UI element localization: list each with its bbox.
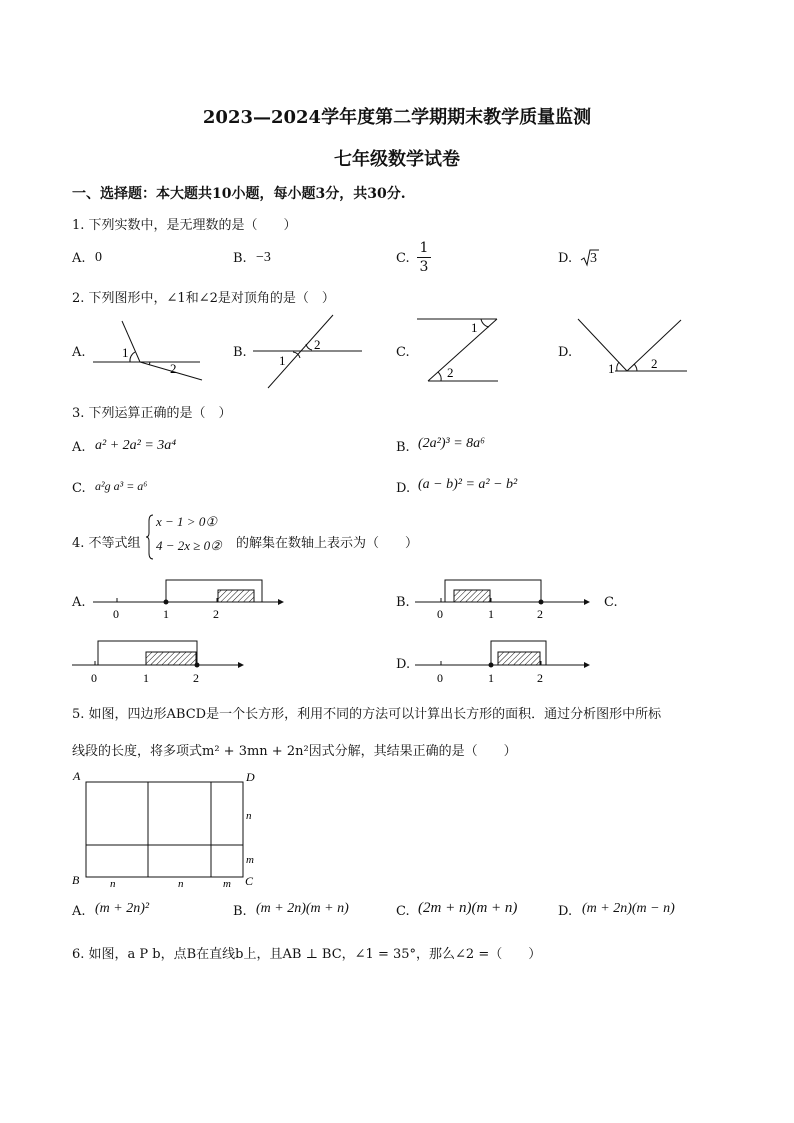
q2-figure-d [575, 315, 690, 380]
question-4-stem-suffix: 的解集在数轴上表示为（ ） [236, 536, 419, 551]
q4-number-line-c [66, 636, 252, 686]
tick-label-1: 1 [163, 607, 169, 621]
tick-label-0: 0 [437, 607, 443, 621]
question-5-line-1: 5. 如图，四边形ABCD是一个长方形，利用不同的方法可以计算出长方形的面积．通过分析图形中所标 [72, 707, 662, 722]
q3-option-a-expr: a² + 2a² = 3a⁴ [95, 438, 177, 453]
vertex-b-label: B [72, 873, 80, 887]
q2-figure-c [412, 315, 522, 387]
tick-label-0: 0 [437, 671, 443, 685]
q4-number-line-a [88, 576, 288, 624]
q3-option-c-label: C. [72, 481, 86, 496]
q5-option-c-label: C. [396, 904, 410, 919]
fraction-numerator: 1 [419, 240, 429, 256]
q5-option-a-expr: (m + 2n)² [95, 901, 150, 916]
segment-m-label: m [223, 878, 231, 890]
q1-option-c-label: C. [396, 251, 410, 266]
fraction-denominator: 3 [419, 259, 429, 275]
q4-option-b-label: B. [396, 595, 410, 610]
angle-2-label: 2 [447, 365, 454, 380]
segment-n-label: n [110, 878, 116, 890]
section-heading: 一、选择题：本大题共10小题，每小题3分，共30分. [72, 186, 406, 202]
q2-option-b-label: B. [233, 345, 247, 360]
q5-option-c-expr: (2m + n)(m + n) [418, 900, 518, 916]
question-6-stem: 6. 如图，a P b，点B在直线b上，且AB ⊥ BC，∠1 = 35°，那么∠2 =（ ） [72, 947, 542, 962]
q1-option-d-label: D. [558, 251, 573, 266]
q5-option-d-label: D. [558, 904, 573, 919]
question-1-stem: 1. 下列实数中，是无理数的是（ ） [72, 218, 297, 233]
vertex-a-label: A [73, 769, 81, 783]
q3-option-b-label: B. [396, 440, 410, 455]
tick-label-2: 2 [537, 671, 543, 685]
q1-option-b-label: B. [233, 251, 247, 266]
tick-label-1: 1 [488, 607, 494, 621]
tick-label-0: 0 [113, 607, 119, 621]
brace-icon [145, 513, 155, 561]
q1-option-c-fraction [417, 240, 431, 275]
question-5-line-2: 线段的长度，将多项式m² + 3mn + 2n²因式分解，其结果正确的是（ ） [72, 744, 517, 759]
q4-inequality-2: 4 − 2x ≥ 0② [156, 538, 222, 553]
question-3-stem: 3. 下列运算正确的是（ ） [72, 406, 232, 421]
vertex-c-label: C [245, 874, 254, 888]
vertex-d-label: D [246, 770, 255, 784]
q2-option-c-label: C. [396, 345, 410, 360]
question-2-stem: 2. 下列图形中，∠1和∠2是对顶角的是（ ） [72, 291, 335, 306]
angle-2-label: 2 [651, 356, 658, 371]
segment-n-label: n [246, 810, 252, 822]
q4-option-c-label: C. [604, 595, 618, 610]
q4-option-d-label: D. [396, 657, 411, 672]
q5-option-b-expr: (m + 2n)(m + n) [256, 901, 349, 916]
q2-option-a-label: A. [72, 345, 86, 360]
q5-option-d-expr: (m + 2n)(m − n) [582, 901, 675, 916]
q5-option-a-label: A. [72, 904, 86, 919]
q2-option-d-label: D. [558, 345, 573, 360]
page-title: 2023—2024学年度第二学期期末教学质量监测 [202, 107, 592, 128]
q3-option-a-label: A. [72, 440, 86, 455]
segment-m-label: m [246, 854, 254, 866]
q5-rectangle-figure [68, 768, 268, 890]
angle-1-label: 1 [279, 353, 286, 368]
q3-option-c-expr: a²g a³ = a⁶ [95, 479, 148, 493]
q2-figure-b [250, 312, 365, 392]
tick-label-1: 1 [143, 671, 149, 685]
fraction-bar [417, 257, 431, 258]
q1-option-b-value: −3 [256, 250, 271, 265]
q1-option-a-label: A. [72, 251, 86, 266]
q1-option-d-radicand: 3 [590, 251, 597, 266]
q4-inequality-1: x − 1 > 0① [156, 514, 217, 529]
tick-label-1: 1 [488, 671, 494, 685]
q4-number-line-b [412, 576, 597, 624]
q3-option-d-expr: (a − b)² = a² − b² [418, 477, 518, 492]
q2-figure-a [90, 315, 205, 385]
q3-option-b-expr: (2a²)³ = 8a⁶ [418, 436, 486, 451]
angle-2-label: 2 [314, 337, 321, 352]
page-subtitle: 七年级数学试卷 [334, 149, 460, 170]
tick-label-2: 2 [193, 671, 199, 685]
segment-n-label: n [178, 878, 184, 890]
tick-label-0: 0 [91, 671, 97, 685]
question-4-stem-prefix: 4. 不等式组 [72, 536, 141, 551]
q4-number-line-d [412, 636, 597, 686]
angle-1-label: 1 [122, 345, 129, 360]
q5-option-b-label: B. [233, 904, 247, 919]
angle-1-label: 1 [608, 361, 615, 376]
q1-option-a-value: 0 [95, 250, 102, 265]
angle-1-label: 1 [471, 320, 478, 335]
q4-option-a-label: A. [72, 595, 86, 610]
tick-label-2: 2 [537, 607, 543, 621]
q3-option-d-label: D. [396, 481, 411, 496]
angle-2-label: 2 [170, 361, 177, 376]
tick-label-2: 2 [213, 607, 219, 621]
